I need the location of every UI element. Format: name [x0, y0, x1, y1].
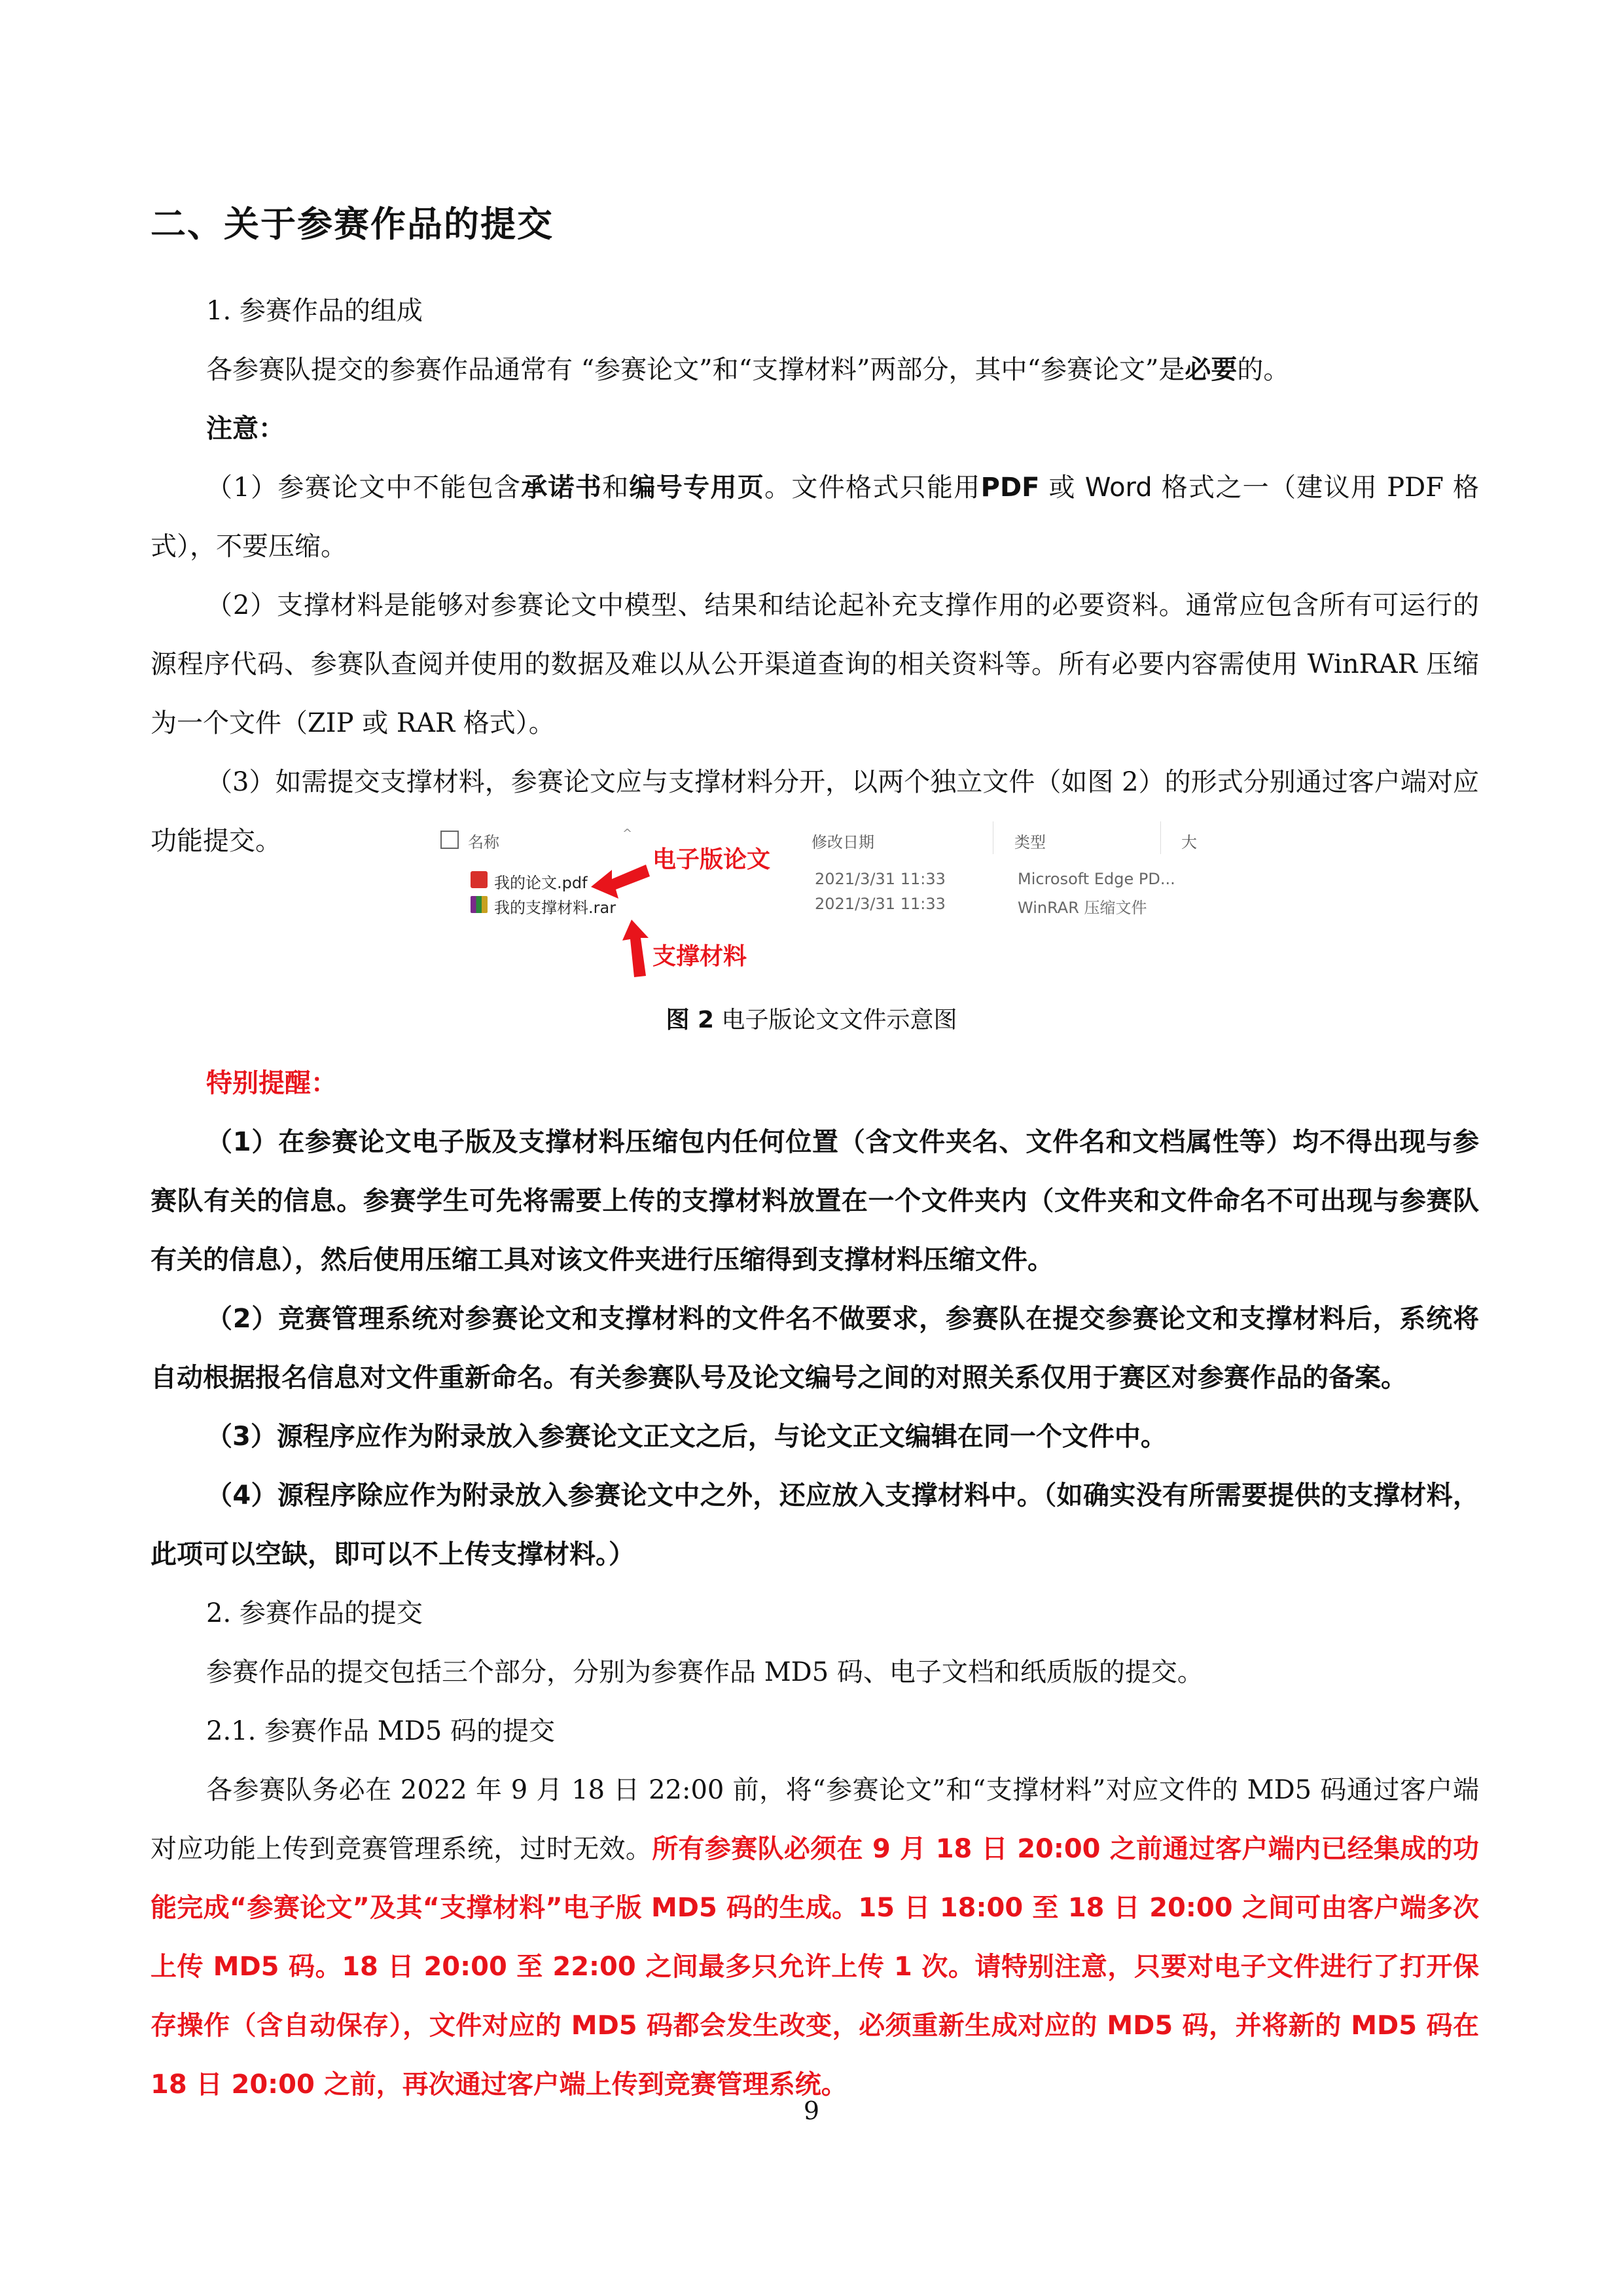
sort-chevron-icon: ^ — [622, 827, 633, 840]
text-span: 各参赛队提交的参赛作品通常有 “参赛论文”和“支撑材料”两部分，其中“参赛论文”是 — [206, 355, 1185, 385]
select-all-checkbox — [440, 831, 459, 849]
caption-number: 图 2 — [666, 1007, 715, 1033]
text-span: Word — [1084, 473, 1152, 503]
note-item-3: （3）如需提交支撑材料，参赛论文应与支撑材料分开，以两个独立文件（如图 2）的形式分别通过客户端对应功能提交。 — [151, 767, 1479, 856]
caption-text: 电子版论文文件示意图 — [721, 1007, 957, 1033]
arrow-to-pdf-icon — [591, 865, 650, 899]
bold-span: 必要 — [1185, 355, 1238, 385]
text-span: 。文件格式只能用 — [764, 473, 981, 503]
red-bold-span: 所有参赛队必须在 9 月 18 日 20:00 之前通过客户端内已经集成的功能完成“参赛论文”及其“支撑材料”电子版 MD5 码的生成。15 日 18:00 至 18 日 20:00 之间可由客户端多次上传 MD5 码。18 日 20:00 至 22:00 之间最多只允许上传 1 次。请特别注意，只要对电子文件进行了打开保存操作（含自动保存），文件对应的 MD5 码都会发生改变，必须重新生成对应的 MD5 码，并将新的 MD5 码在 18 日 20:00 之前，再次通过客户端上传到竞赛管理系统。 — [151, 1834, 1480, 2100]
rar-file-name: 我的支撑材料.rar — [494, 899, 616, 917]
file-explorer-figure — [429, 821, 1214, 978]
pdf-file-date: 2021/3/31 11:33 — [815, 870, 946, 888]
text-span: 的。 — [1237, 355, 1290, 385]
bold-span: 编号专用页 — [629, 473, 765, 503]
paragraph-md5 — [151, 1761, 1479, 2114]
note-item-1 — [151, 458, 1479, 576]
paragraph-submission: 参赛作品的提交包括三个部分，分别为参赛作品 MD5 码、电子文档和纸质版的提交。 — [206, 1657, 1204, 1687]
note-item-2: （2）支撑材料是能够对参赛论文中模型、结果和结论起补充支撑作用的必要资料。通常应包含所有可运行的源程序代码、参赛队查阅并使用的数据及难以从公开渠道查询的相关资料等。所有必要内容需使用 WinRAR 压缩为一个文件（ZIP 或 RAR 格式）。 — [151, 590, 1479, 738]
rar-file-date: 2021/3/31 11:33 — [815, 895, 946, 913]
pdf-file-name: 我的论文.pdf — [494, 874, 588, 892]
column-type-header: 类型 — [1014, 833, 1046, 852]
upper-body — [151, 281, 1479, 870]
column-date-header: 修改日期 — [812, 833, 874, 852]
rar-file-type: WinRAR 压缩文件 — [1018, 899, 1147, 917]
rar-file-icon — [471, 896, 488, 913]
arrow-to-rar-icon — [622, 920, 649, 977]
note-label: 注意： — [206, 414, 285, 444]
text-span: 或 — [1048, 473, 1076, 503]
annotation-arrows — [586, 848, 658, 978]
text-span: 格式之一（建议用 PDF 格式），不要压缩。 — [151, 473, 1480, 562]
subheading-submission: 2. 参赛作品的提交 — [206, 1598, 423, 1628]
pdf-file-type: Microsoft Edge PD... — [1018, 870, 1175, 888]
special-item-1: （1）在参赛论文电子版及支撑材料压缩包内任何位置（含文件夹名、文件名和文档属性等）均不得出现与参赛队有关的信息。参赛学生可先将需要上传的支撑材料放置在一个文件夹内（文件夹和文件命名不可出现与参赛队有关的信息），然后使用压缩工具对该文件夹进行压缩得到支撑材料压缩文件。 — [151, 1127, 1479, 1275]
lower-body — [151, 1054, 1479, 2114]
column-size-header: 大 — [1181, 833, 1197, 852]
label-support-material: 支撑材料 — [652, 943, 747, 970]
bold-span: 承诺书 — [521, 473, 603, 503]
paragraph-composition — [151, 340, 1479, 399]
label-electronic-paper: 电子版论文 — [652, 846, 771, 873]
page-number: 9 — [803, 2096, 820, 2125]
figure-caption — [0, 1001, 1623, 1035]
special-item-3: （3）源程序应作为附录放入参赛论文正文之后，与论文正文编辑在同一个文件中。 — [206, 1422, 1167, 1452]
section-title: 二、关于参赛作品的提交 — [151, 204, 554, 245]
text-span: 各参赛队务必在 2022 年 9 月 18 日 22:00 前，将“参赛论文”和“支撑材料”对应文件的 MD5 码通过客户端对应功能上传到竞赛管理系统，过时无效。 — [151, 1775, 1479, 1864]
column-divider — [1160, 821, 1161, 854]
text-span: （1）参赛论文中不能包含 — [206, 473, 522, 503]
text-span: 和 — [602, 473, 630, 503]
pdf-file-icon — [471, 871, 488, 888]
subheading-composition: 1. 参赛作品的组成 — [206, 296, 423, 326]
subheading-md5: 2.1. 参赛作品 MD5 码的提交 — [206, 1716, 555, 1746]
column-name-header: 名称 — [468, 833, 499, 852]
special-item-4: （4）源程序除应作为附录放入参赛论文中之外，还应放入支撑材料中。（如确实没有所需要提供的支撑材料，此项可以空缺，即可以不上传支撑材料。） — [151, 1480, 1479, 1570]
special-item-2: （2）竞赛管理系统对参赛论文和支撑材料的文件名不做要求，参赛队在提交参赛论文和支撑材料后，系统将自动根据报名信息对文件重新命名。有关参赛队号及论文编号之间的对照关系仅用于赛区对参赛作品的备案。 — [151, 1304, 1479, 1393]
special-reminder-label: 特别提醒： — [206, 1068, 337, 1098]
bold-span: PDF — [980, 473, 1040, 503]
